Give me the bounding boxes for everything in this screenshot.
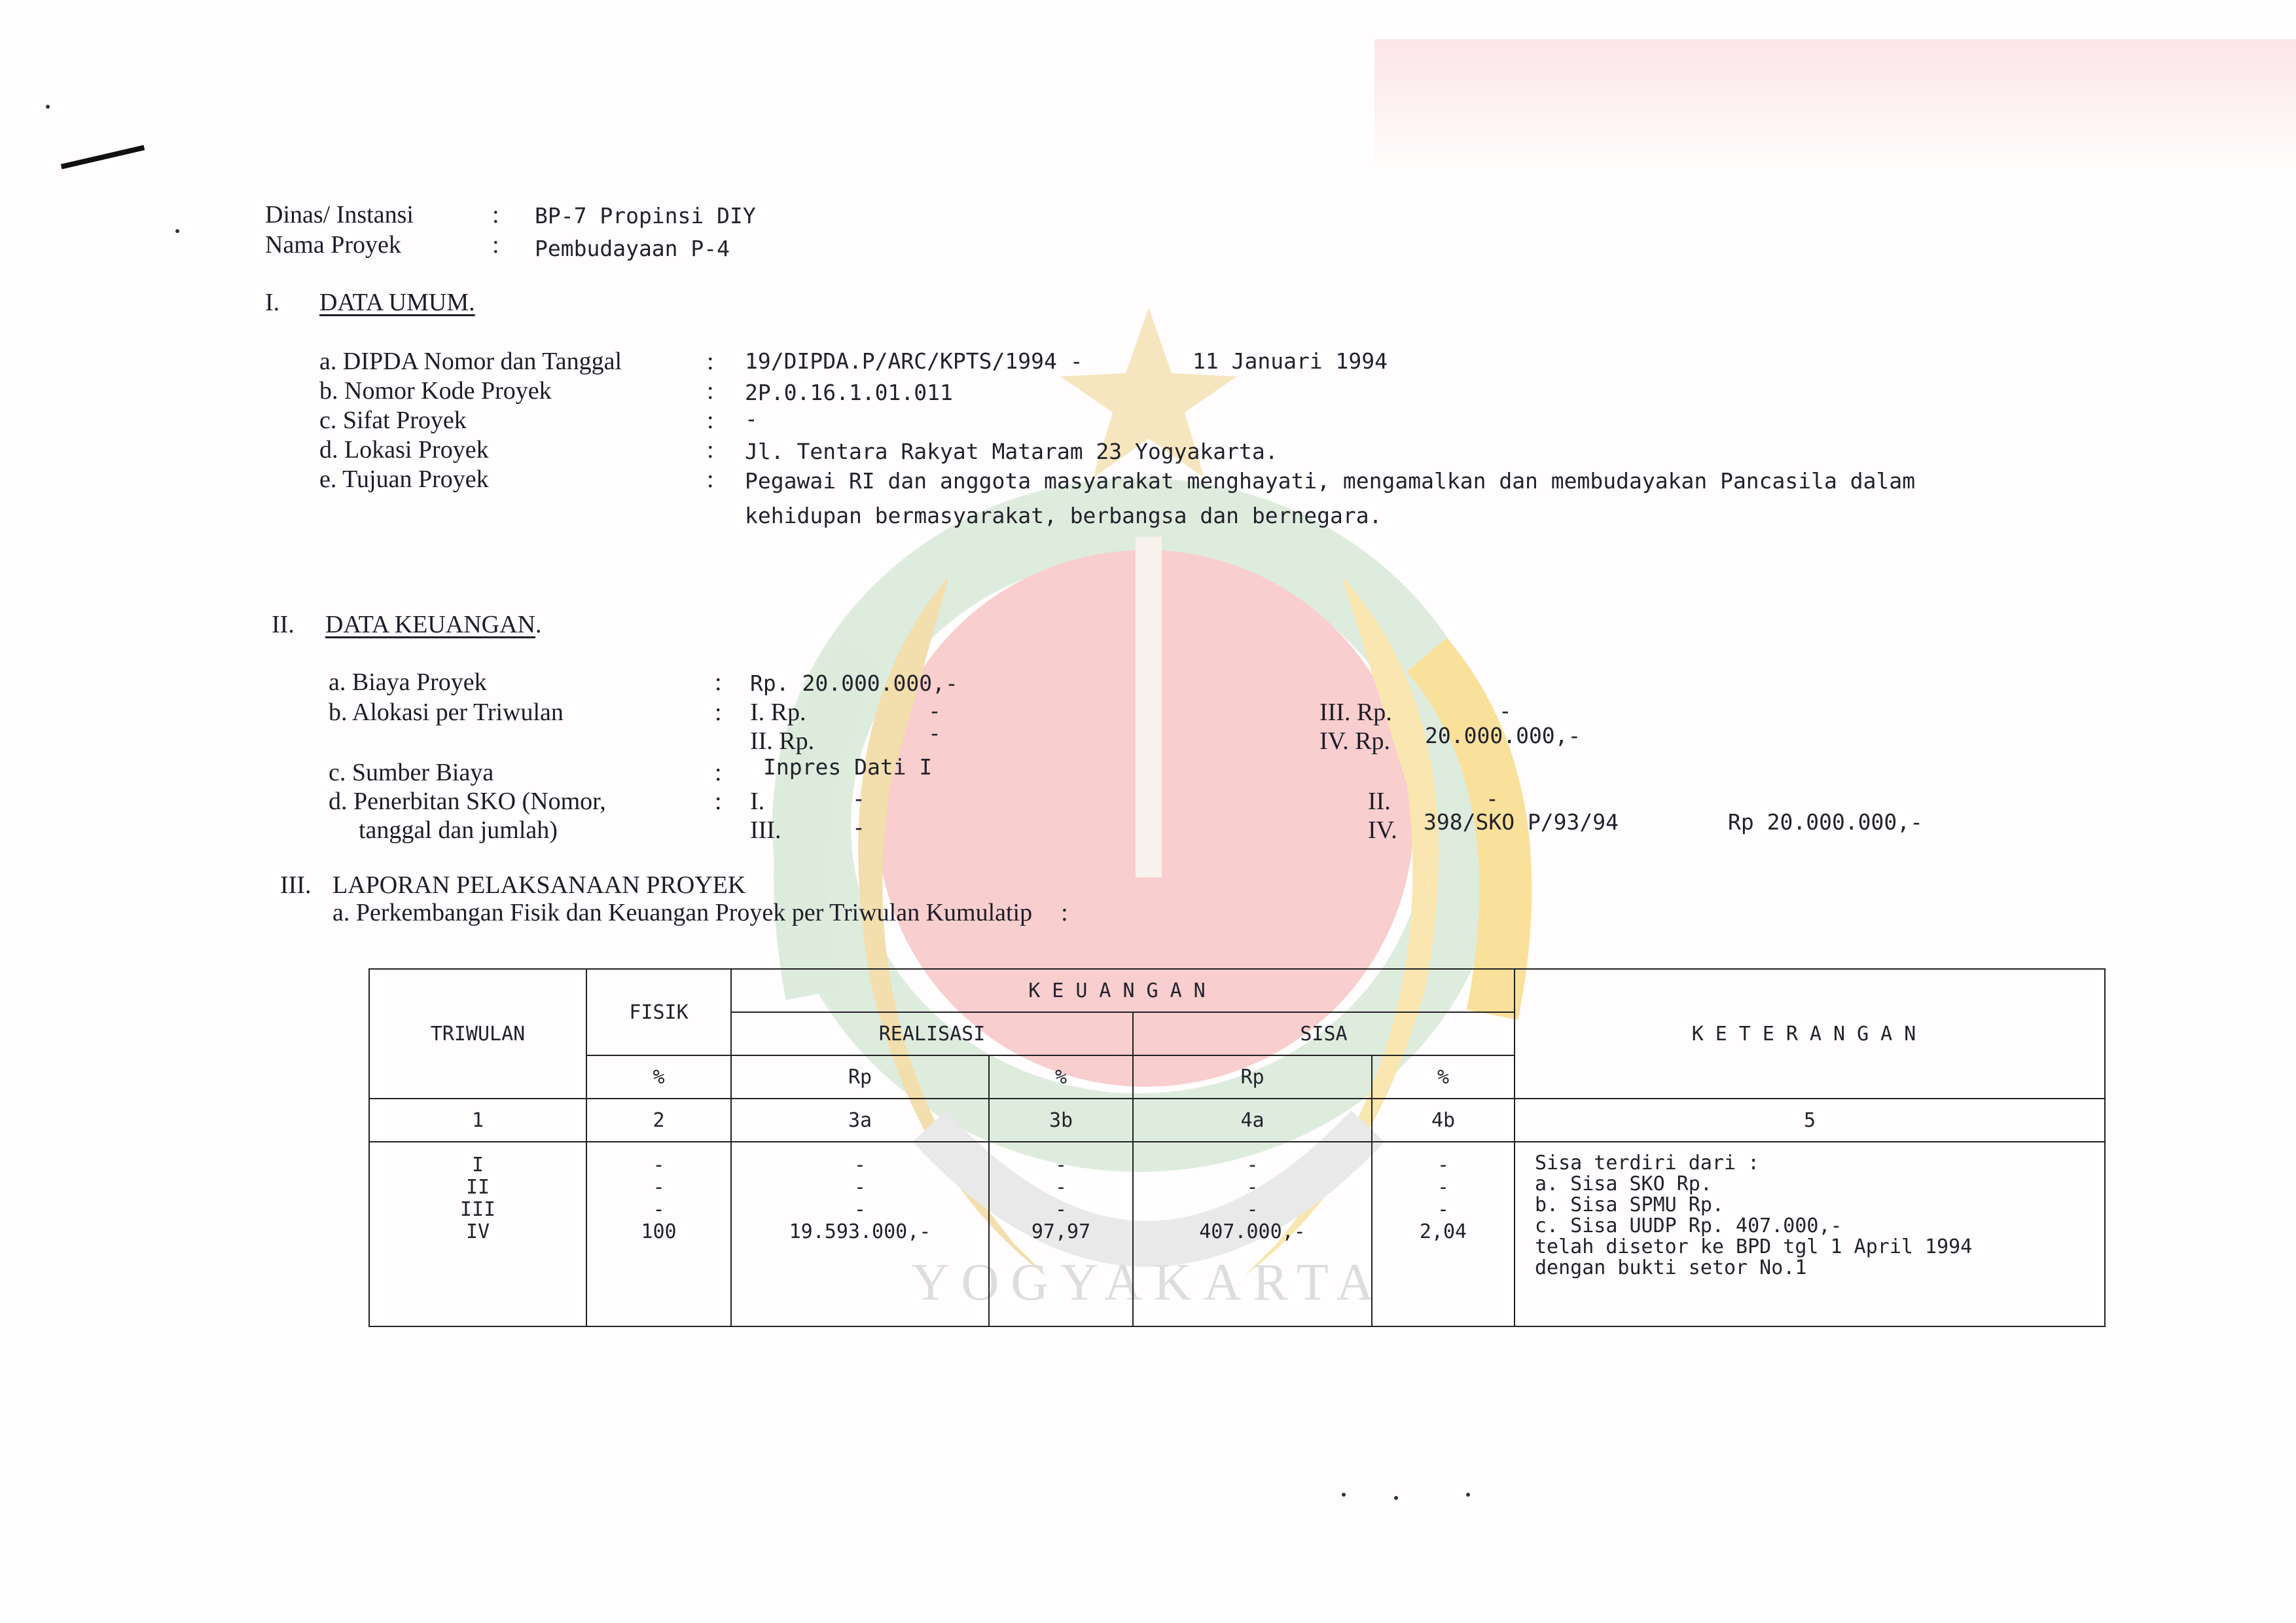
sko-tw3-value: - xyxy=(852,814,865,840)
sisa-pct-value: - xyxy=(1437,1198,1450,1221)
tujuan-proyek-value: Pegawai RI dan anggota masyarakat menghayati, mengamalkan dan membudayakan Pancasila dalam xyxy=(745,468,1916,494)
sisa-rp-value: - xyxy=(1246,1154,1259,1176)
sisa-pct-cell xyxy=(1372,1142,1515,1326)
sko-tw1-label: I. xyxy=(750,788,765,815)
sisa-rp-header: Rp xyxy=(1133,1055,1372,1099)
dipda-date: 11 Januari 1994 xyxy=(1193,348,1388,374)
section3-subtitle-colon: : xyxy=(1061,899,1068,926)
colon: : xyxy=(707,377,714,405)
colon: : xyxy=(715,699,722,726)
keterangan-line: dengan bukti setor No.1 xyxy=(1535,1256,1807,1279)
realisasi-pct-value: - xyxy=(1054,1176,1067,1199)
fisik-value: - xyxy=(653,1198,665,1221)
alokasi-tw3-value: - xyxy=(1499,698,1512,723)
scan-speck xyxy=(175,229,179,233)
dinas-value: BP-7 Propinsi DIY xyxy=(535,203,756,228)
alokasi-tw4-label: IV. Rp. xyxy=(1319,727,1391,755)
realisasi-rp-cell xyxy=(731,1142,989,1326)
sko-label-cont: tanggal dan jumlah) xyxy=(359,816,558,844)
sifat-proyek-label: c. Sifat Proyek xyxy=(319,407,467,434)
section3-subtitle xyxy=(332,898,1068,927)
triwulan-value: IV xyxy=(465,1220,490,1243)
keterangan-line: Sisa terdiri dari : xyxy=(1535,1152,1760,1175)
realisasi-pct-cell xyxy=(989,1142,1133,1326)
realisasi-rp-header: Rp xyxy=(731,1055,989,1099)
colon: : xyxy=(707,348,714,375)
sisa-pct-value: 2,04 xyxy=(1419,1220,1467,1243)
kode-proyek-value: 2P.0.16.1.01.011 xyxy=(745,380,953,405)
section2-title-dot: . xyxy=(535,611,542,638)
watermark-text: YOGYAKARTA xyxy=(911,1254,1386,1311)
keterangan-line: telah disetor ke BPD tgl 1 April 1994 xyxy=(1535,1235,1973,1258)
sko-tw2-label: II. xyxy=(1368,788,1391,815)
sisa-rp-cell xyxy=(1133,1142,1372,1326)
realisasi-pct-header: % xyxy=(989,1055,1133,1099)
tujuan-proyek-value-cont: kehidupan bermasyarakat, berbangsa dan bernegara. xyxy=(745,503,1382,528)
tugu-monument-icon xyxy=(1136,537,1162,877)
scan-speck xyxy=(1394,1496,1398,1500)
section3-title: LAPORAN PELAKSANAAN PROYEK xyxy=(332,871,746,899)
triwulan-value: III xyxy=(459,1198,496,1221)
sko-tw3-label: III. xyxy=(750,816,781,844)
sisa-pct-value: - xyxy=(1437,1154,1450,1176)
colon: : xyxy=(707,436,714,464)
alokasi-tw1-label: I. Rp. xyxy=(750,699,806,726)
sko-tw1-value: - xyxy=(852,786,865,811)
alokasi-tw3-label: III. Rp. xyxy=(1319,699,1392,726)
colon: : xyxy=(715,668,722,696)
scan-speck xyxy=(1342,1493,1346,1497)
colon: : xyxy=(715,759,722,786)
fisik-header: FISIK xyxy=(586,969,731,1055)
section1-number: I. xyxy=(265,289,280,316)
realisasi-pct-value: - xyxy=(1054,1198,1067,1221)
table-row xyxy=(369,1142,2105,1326)
sumber-biaya-value: Inpres Dati I xyxy=(763,754,933,780)
sisa-rp-value: - xyxy=(1246,1176,1259,1199)
fisik-value: - xyxy=(653,1154,665,1176)
alokasi-tw4-value: 20.000.000,- xyxy=(1425,723,1581,748)
colon: : xyxy=(707,465,714,493)
sko-tw4-label: IV. xyxy=(1368,816,1397,844)
sko-tw2-value: - xyxy=(1486,786,1499,811)
colon: : xyxy=(715,788,722,815)
table-header-row xyxy=(369,969,2105,1012)
lokasi-proyek-label: d. Lokasi Proyek xyxy=(319,436,489,464)
column-number: 1 xyxy=(369,1099,586,1142)
realisasi-rp-value: - xyxy=(853,1198,867,1221)
section2-title: DATA KEUANGAN xyxy=(325,611,535,638)
realisasi-rp-value: 19.593.000,- xyxy=(789,1220,931,1243)
dipda-value: 19/DIPDA.P/ARC/KPTS/1994 - xyxy=(745,348,1083,374)
fisik-value: - xyxy=(653,1176,665,1199)
fisik-value: 100 xyxy=(641,1220,677,1243)
alokasi-label: b. Alokasi per Triwulan xyxy=(329,699,564,726)
column-number: 3b xyxy=(989,1099,1133,1142)
scan-speck xyxy=(46,105,50,109)
biaya-proyek-value: Rp. 20.000.000,- xyxy=(750,670,958,696)
column-number: 5 xyxy=(1515,1099,2105,1142)
keterangan-cell xyxy=(1515,1142,2105,1326)
column-number: 3a xyxy=(731,1099,989,1142)
colon: : xyxy=(707,407,714,434)
realisasi-rp-value: - xyxy=(853,1176,867,1199)
realisasi-pct-value: 97,97 xyxy=(1031,1220,1091,1243)
realisasi-rp-value: - xyxy=(853,1154,867,1176)
sumber-biaya-label: c. Sumber Biaya xyxy=(329,759,494,786)
section2-heading xyxy=(325,610,542,639)
nama-proyek-label: Nama Proyek xyxy=(265,231,401,259)
column-number: 4b xyxy=(1372,1099,1515,1142)
fisik-cell xyxy=(586,1142,731,1326)
keterangan-header: KETERANGAN xyxy=(1515,969,2105,1099)
column-number-row xyxy=(369,1099,2105,1142)
sisa-rp-value: 407.000,- xyxy=(1199,1220,1306,1243)
kode-proyek-label: b. Nomor Kode Proyek xyxy=(319,377,552,405)
sisa-pct-header: % xyxy=(1372,1055,1515,1099)
sisa-pct-value: - xyxy=(1437,1176,1450,1199)
progress-table xyxy=(368,968,2106,1327)
section1-title: DATA UMUM. xyxy=(319,289,475,316)
biaya-proyek-label: a. Biaya Proyek xyxy=(329,668,487,696)
column-number: 2 xyxy=(586,1099,731,1142)
keterangan-line: c. Sisa UUDP Rp. 407.000,- xyxy=(1535,1214,1842,1237)
alokasi-tw1-value: - xyxy=(928,698,941,723)
dipda-label: a. DIPDA Nomor dan Tanggal xyxy=(319,348,622,375)
alokasi-tw2-value: - xyxy=(928,720,941,746)
sko-label: d. Penerbitan SKO (Nomor, xyxy=(329,788,606,815)
triwulan-value: II xyxy=(465,1176,490,1199)
triwulan-cell xyxy=(369,1142,586,1326)
alokasi-tw2-label: II. Rp. xyxy=(750,727,815,755)
sko-tw4-amount: Rp 20.000.000,- xyxy=(1728,809,1924,835)
fisik-pct-header: % xyxy=(586,1055,731,1099)
dinas-label: Dinas/ Instansi xyxy=(265,201,414,228)
keuangan-header: KEUANGAN xyxy=(731,969,1515,1012)
tujuan-proyek-label: e. Tujuan Proyek xyxy=(319,465,489,493)
realisasi-header: REALISASI xyxy=(731,1012,1133,1055)
nama-proyek-value: Pembudayaan P-4 xyxy=(535,236,730,261)
section3-number: III. xyxy=(280,871,312,899)
sifat-proyek-value: - xyxy=(745,406,758,431)
scan-speck xyxy=(1466,1493,1470,1497)
triwulan-header: TRIWULAN xyxy=(369,969,586,1099)
triwulan-value: I xyxy=(471,1154,484,1176)
section3-subtitle-text: a. Perkembangan Fisik dan Keuangan Proyek per Triwulan Kumulatip xyxy=(332,899,1033,926)
sisa-rp-value: - xyxy=(1246,1198,1259,1221)
section2-number: II. xyxy=(272,611,295,638)
sisa-header: SISA xyxy=(1133,1012,1515,1055)
colon: : xyxy=(492,231,499,259)
keterangan-line: a. Sisa SKO Rp. xyxy=(1535,1173,1712,1195)
realisasi-pct-value: - xyxy=(1054,1154,1067,1176)
sko-tw4-value: 398/SKO P/93/94 xyxy=(1424,809,1619,835)
lokasi-proyek-value: Jl. Tentara Rakyat Mataram 23 Yogyakarta. xyxy=(745,439,1278,464)
column-number: 4a xyxy=(1133,1099,1372,1142)
colon: : xyxy=(492,201,499,228)
keterangan-line: b. Sisa SPMU Rp. xyxy=(1535,1194,1724,1216)
